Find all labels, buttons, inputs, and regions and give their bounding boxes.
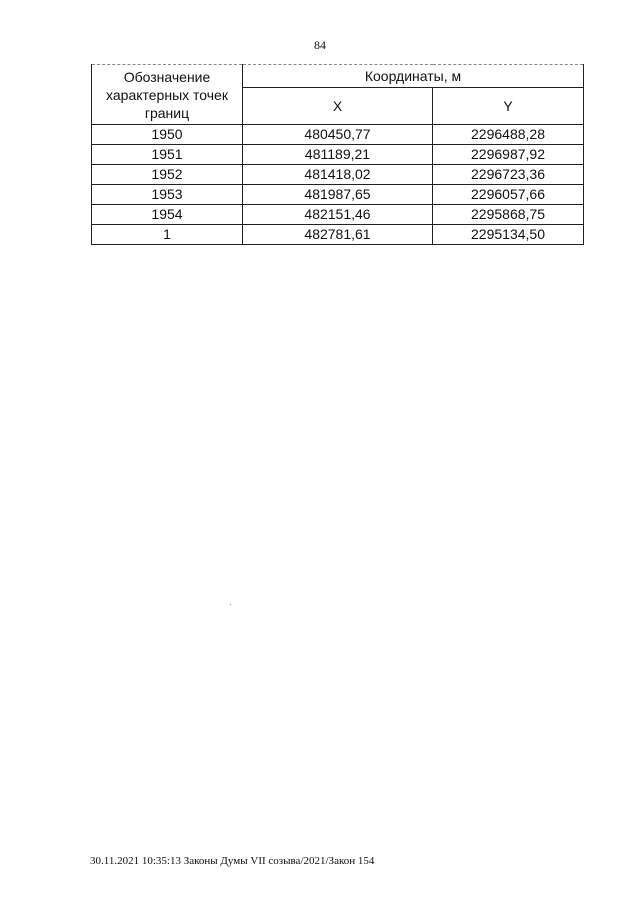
header-x: X [243, 88, 433, 125]
cell-y: 2296723,36 [433, 165, 584, 185]
scan-speck [230, 604, 231, 605]
coordinates-table [91, 64, 584, 245]
cell-y: 2296488,28 [433, 125, 584, 145]
cell-y: 2296987,92 [433, 145, 584, 165]
cell-point: 1953 [92, 185, 243, 205]
cell-x: 481987,65 [243, 185, 433, 205]
table-row [92, 125, 584, 145]
cell-x: 481418,02 [243, 165, 433, 185]
table-row [92, 225, 584, 245]
cell-y: 2295134,50 [433, 225, 584, 245]
header-name-line: характерных точек [106, 86, 228, 103]
cell-point: 1954 [92, 205, 243, 225]
cell-point: 1 [92, 225, 243, 245]
table-header-row [92, 65, 584, 88]
table-row [92, 165, 584, 185]
header-name-line: Обозначение [123, 68, 211, 85]
header-point-designation [92, 65, 243, 125]
cell-x: 482781,61 [243, 225, 433, 245]
header-y: Y [433, 88, 584, 125]
table-row [92, 185, 584, 205]
cell-y: 2296057,66 [433, 185, 584, 205]
cell-x: 480450,77 [243, 125, 433, 145]
cell-point: 1950 [92, 125, 243, 145]
header-name-line: границ [144, 104, 190, 121]
cell-x: 482151,46 [243, 205, 433, 225]
cell-x: 481189,21 [243, 145, 433, 165]
cell-point: 1952 [92, 165, 243, 185]
cell-y: 2295868,75 [433, 205, 584, 225]
table-row [92, 145, 584, 165]
page-number: 84 [314, 38, 326, 52]
table-row [92, 205, 584, 225]
header-coordinates: Координаты, м [243, 65, 584, 88]
cell-point: 1951 [92, 145, 243, 165]
document-footer: 30.11.2021 10:35:13 Законы Думы VII созыва/2021/Закон 154 [90, 855, 375, 867]
